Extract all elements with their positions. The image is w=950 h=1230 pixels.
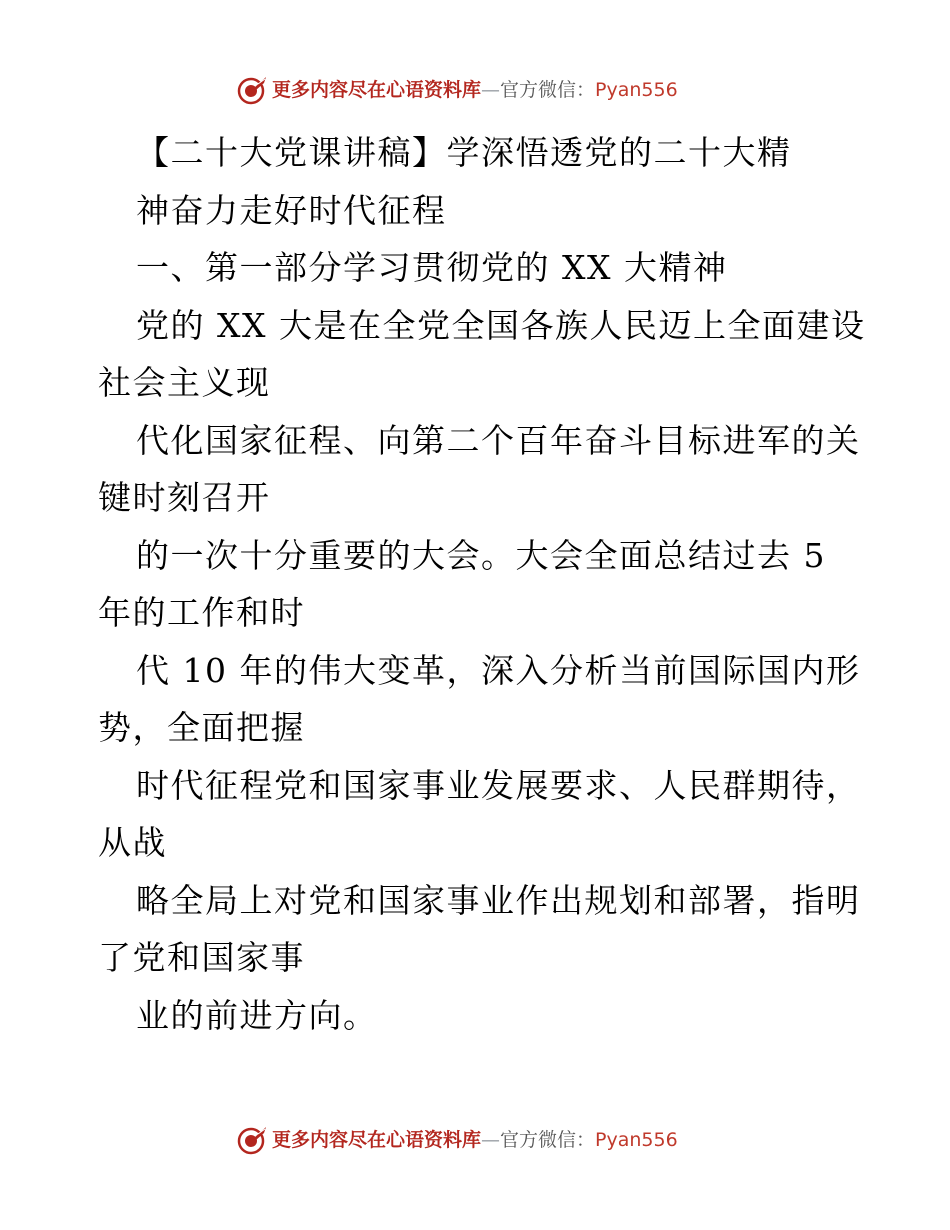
- quill-seal-icon: [236, 74, 268, 106]
- paragraph-line: 键时刻召开: [98, 478, 271, 517]
- footer-banner: [236, 1122, 756, 1158]
- paragraph-line: 时代征程党和国家事业发展要求、人民群期待，: [136, 765, 861, 805]
- document-title-line-2: 神奋力走好时代征程: [136, 190, 447, 230]
- paragraph-line: 略全局上对党和国家事业作出规划和部署，指明: [136, 880, 861, 920]
- header-banner-account-label: 官方微信：: [500, 79, 596, 101]
- paragraph-line: 从战: [98, 823, 167, 862]
- paragraph-line: 业的前进方向。: [136, 995, 378, 1035]
- paragraph-line: 代化国家征程、向第二个百年奋斗目标进军的关: [136, 420, 861, 460]
- footer-banner-separator: —: [481, 1129, 501, 1151]
- paragraph-line: 势，全面把握: [98, 708, 305, 747]
- document-body: [98, 124, 866, 1044]
- header-banner-separator: —: [481, 79, 501, 101]
- paragraph-line: 党的 XX 大是在全党全国各族人民迈上全面建设: [136, 305, 866, 345]
- quill-seal-icon: [236, 1124, 268, 1156]
- header-banner: [236, 72, 756, 108]
- paragraph-line: 年的工作和时: [98, 593, 305, 632]
- paragraph-line: 了党和国家事: [98, 938, 305, 977]
- paragraph-line: 代 10 年的伟大变革，深入分析当前国际国内形: [136, 650, 861, 690]
- footer-banner-text: [272, 1122, 678, 1158]
- document-title-line-1: 【二十大党课讲稿】学深悟透党的二十大精: [136, 133, 792, 172]
- footer-banner-main: 更多内容尽在心语资料库: [272, 1129, 482, 1151]
- footer-banner-account-label: 官方微信：: [500, 1129, 596, 1151]
- header-banner-main: 更多内容尽在心语资料库: [272, 79, 482, 101]
- paragraph-line: 的一次十分重要的大会。大会全面总结过去 5: [136, 535, 826, 575]
- paragraph-line: 社会主义现: [98, 363, 271, 402]
- header-banner-account: Pyan556: [595, 79, 678, 101]
- section-heading: 一、第一部分学习贯彻党的 XX 大精神: [136, 248, 728, 287]
- footer-banner-account: Pyan556: [595, 1129, 678, 1151]
- header-banner-text: [272, 72, 678, 108]
